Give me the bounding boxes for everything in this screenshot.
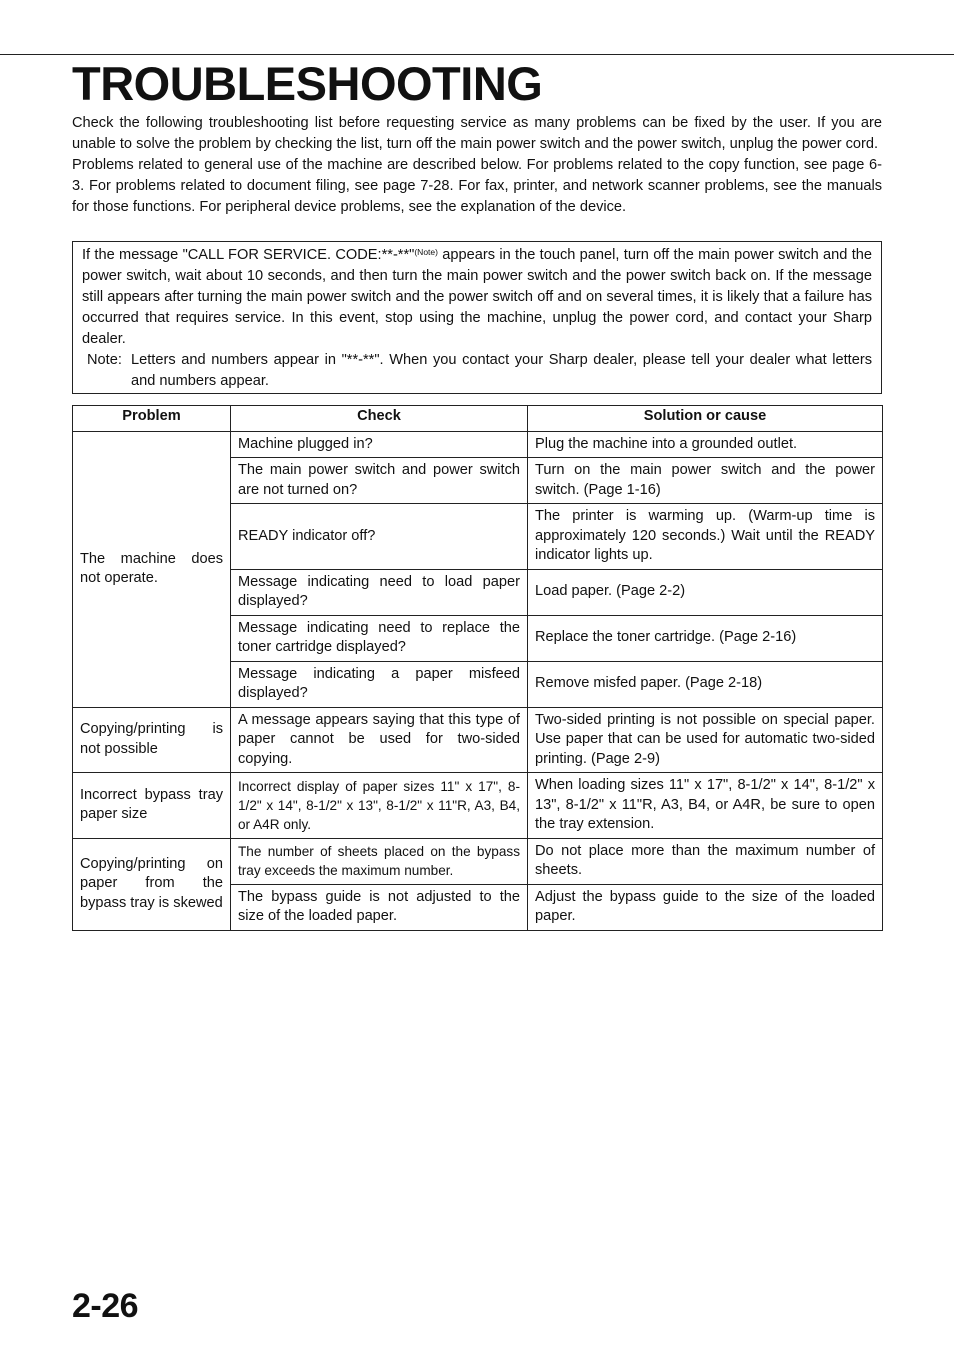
problem-cell: Incorrect bypass tray paper size	[73, 773, 231, 839]
check-cell: Message indicating need to load paper displayed?	[231, 569, 528, 615]
intro-paragraph-2: Problems related to general use of the machine are described below. For problems related to the copy function, see page 6-3. For problems related to document filing, see page 7-28. For fax, printer, and network scanner problems, see the manuals for those functions. For peripheral device problems, see the explanation of the device.	[72, 157, 882, 215]
check-cell: The bypass guide is not adjusted to the size of the loaded paper.	[231, 884, 528, 930]
solution-cell: Replace the toner cartridge. (Page 2-16)	[528, 615, 883, 661]
check-cell: READY indicator off?	[231, 504, 528, 570]
troubleshooting-table	[72, 405, 883, 931]
problem-cell: Copying/printing is not possible	[73, 707, 231, 773]
solution-cell: Do not place more than the maximum number of sheets.	[528, 838, 883, 884]
note-label: Note:	[87, 352, 122, 368]
intro-text	[72, 113, 882, 218]
notice-text-start: If the message "CALL FOR SERVICE. CODE:**-**"	[82, 247, 415, 263]
solution-cell: Load paper. (Page 2-2)	[528, 569, 883, 615]
check-cell: Message indicating a paper misfeed displayed?	[231, 661, 528, 707]
check-cell: Message indicating need to replace the toner cartridge displayed?	[231, 615, 528, 661]
table-row	[73, 838, 883, 884]
notice-text-end: appears in the touch panel, turn off the main power switch and the power switch, wait about 10 seconds, and then turn the main power switch and the power switch back on. If the message still appears after turning the main power switch and the power switch off and on several times, it is likely that a failure has occurred that requires service. In this event, stop using the machine, unplug the power cord, and contact your Sharp dealer.	[82, 247, 872, 347]
table-row	[73, 773, 883, 839]
solution-cell: The printer is warming up. (Warm-up time is approximately 120 seconds.) Wait until the READY indicator lights up.	[528, 504, 883, 570]
problem-cell: Copying/printing on paper from the bypass tray is skewed	[73, 838, 231, 930]
solution-cell: Two-sided printing is not possible on special paper. Use paper that can be used for automatic two-sided printing. (Page 2-9)	[528, 707, 883, 773]
column-header-check: Check	[231, 406, 528, 432]
page-title: TROUBLESHOOTING	[72, 57, 543, 110]
note-text: Letters and numbers appear in "**-**". When you contact your Sharp dealer, please tell your dealer what letters and numbers appear.	[131, 352, 872, 389]
check-cell: Incorrect display of paper sizes 11" x 17", 8-1/2" x 14", 8-1/2" x 13", 8-1/2" x 11"R, A3, B4, or A4R only.	[231, 773, 528, 839]
check-cell: The main power switch and power switch are not turned on?	[231, 458, 528, 504]
column-header-problem: Problem	[73, 406, 231, 432]
solution-cell: Adjust the bypass guide to the size of the loaded paper.	[528, 884, 883, 930]
intro-paragraph-1: Check the following troubleshooting list before requesting service as many problems can be fixed by the user. If you are unable to solve the problem by checking the list, turn off the main power switch and the power switch, unplug the power cord.	[72, 115, 882, 152]
table-header-row	[73, 406, 883, 432]
note-reference: (Note)	[414, 247, 438, 257]
table-row	[73, 707, 883, 773]
solution-cell: When loading sizes 11" x 17", 8-1/2" x 14", 8-1/2" x 13", 8-1/2" x 11"R, A3, B4, or A4R, be sure to open the tray extension.	[528, 773, 883, 839]
check-cell: Machine plugged in?	[231, 431, 528, 458]
solution-cell: Remove misfed paper. (Page 2-18)	[528, 661, 883, 707]
solution-cell: Turn on the main power switch and the power switch. (Page 1-16)	[528, 458, 883, 504]
note	[82, 350, 872, 392]
header-rule	[0, 54, 954, 55]
problem-cell: The machine does not operate.	[73, 431, 231, 707]
service-notice-box	[72, 241, 882, 394]
check-cell: The number of sheets placed on the bypass tray exceeds the maximum number.	[231, 838, 528, 884]
check-cell: A message appears saying that this type of paper cannot be used for two-sided copying.	[231, 707, 528, 773]
service-notice-text	[82, 242, 872, 350]
page-number: 2-26	[72, 1287, 139, 1325]
table-row	[73, 431, 883, 458]
solution-cell: Plug the machine into a grounded outlet.	[528, 431, 883, 458]
column-header-solution: Solution or cause	[528, 406, 883, 432]
